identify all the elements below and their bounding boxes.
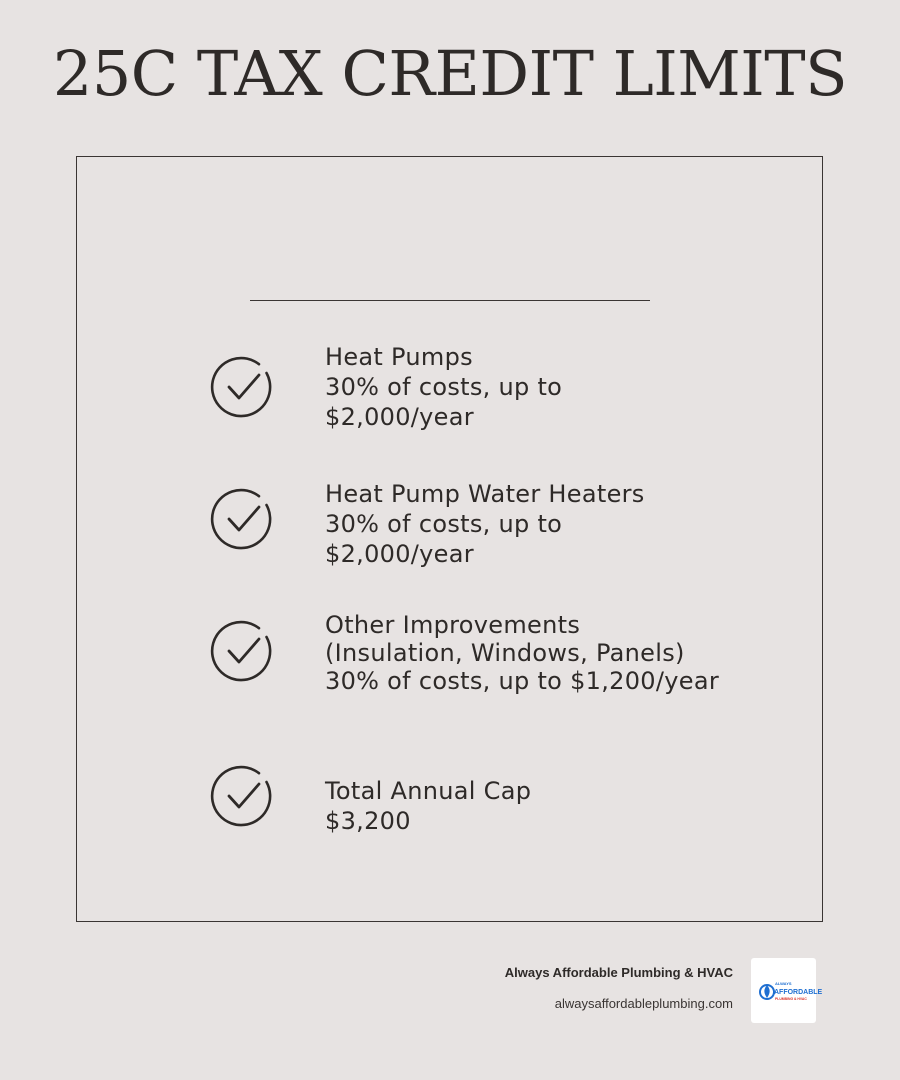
item-text <box>325 776 531 836</box>
item-detail: 30% of costs, up to $1,200/year <box>325 667 719 695</box>
item-detail: (Insulation, Windows, Panels) <box>325 639 685 667</box>
divider <box>250 300 650 301</box>
check-circle-icon <box>213 488 275 550</box>
item-heading: Heat Pumps <box>325 343 473 371</box>
logo-text-affordable: AFFORDABLE <box>774 989 823 996</box>
item-heading: Other Improvements <box>325 611 581 639</box>
item-text <box>325 611 719 695</box>
company-name: Always Affordable Plumbing & HVAC <box>504 965 733 980</box>
credit-limits-card <box>76 156 823 922</box>
logo-text-always: ALWAYS <box>775 981 792 986</box>
company-logo <box>751 958 823 1023</box>
item-detail: $2,000/year <box>325 403 474 431</box>
website-url[interactable]: alwaysaffordableplumbing.com <box>554 996 733 1011</box>
check-circle-icon <box>213 356 275 418</box>
item-heading: Heat Pump Water Heaters <box>325 480 645 508</box>
check-circle-icon <box>213 765 275 827</box>
item-text <box>325 342 562 432</box>
logo-text-plumbing: PLUMBING & HVAC <box>775 997 807 1001</box>
item-text <box>325 479 645 569</box>
item-detail: 30% of costs, up to <box>325 373 563 401</box>
item-detail: $3,200 <box>325 807 411 835</box>
item-heading: Total Annual Cap <box>325 777 532 805</box>
item-detail: $2,000/year <box>325 540 474 568</box>
page-title: 25C TAX CREDIT LIMITS <box>52 37 848 110</box>
check-circle-icon <box>213 620 275 682</box>
item-detail: 30% of costs, up to <box>325 510 563 538</box>
